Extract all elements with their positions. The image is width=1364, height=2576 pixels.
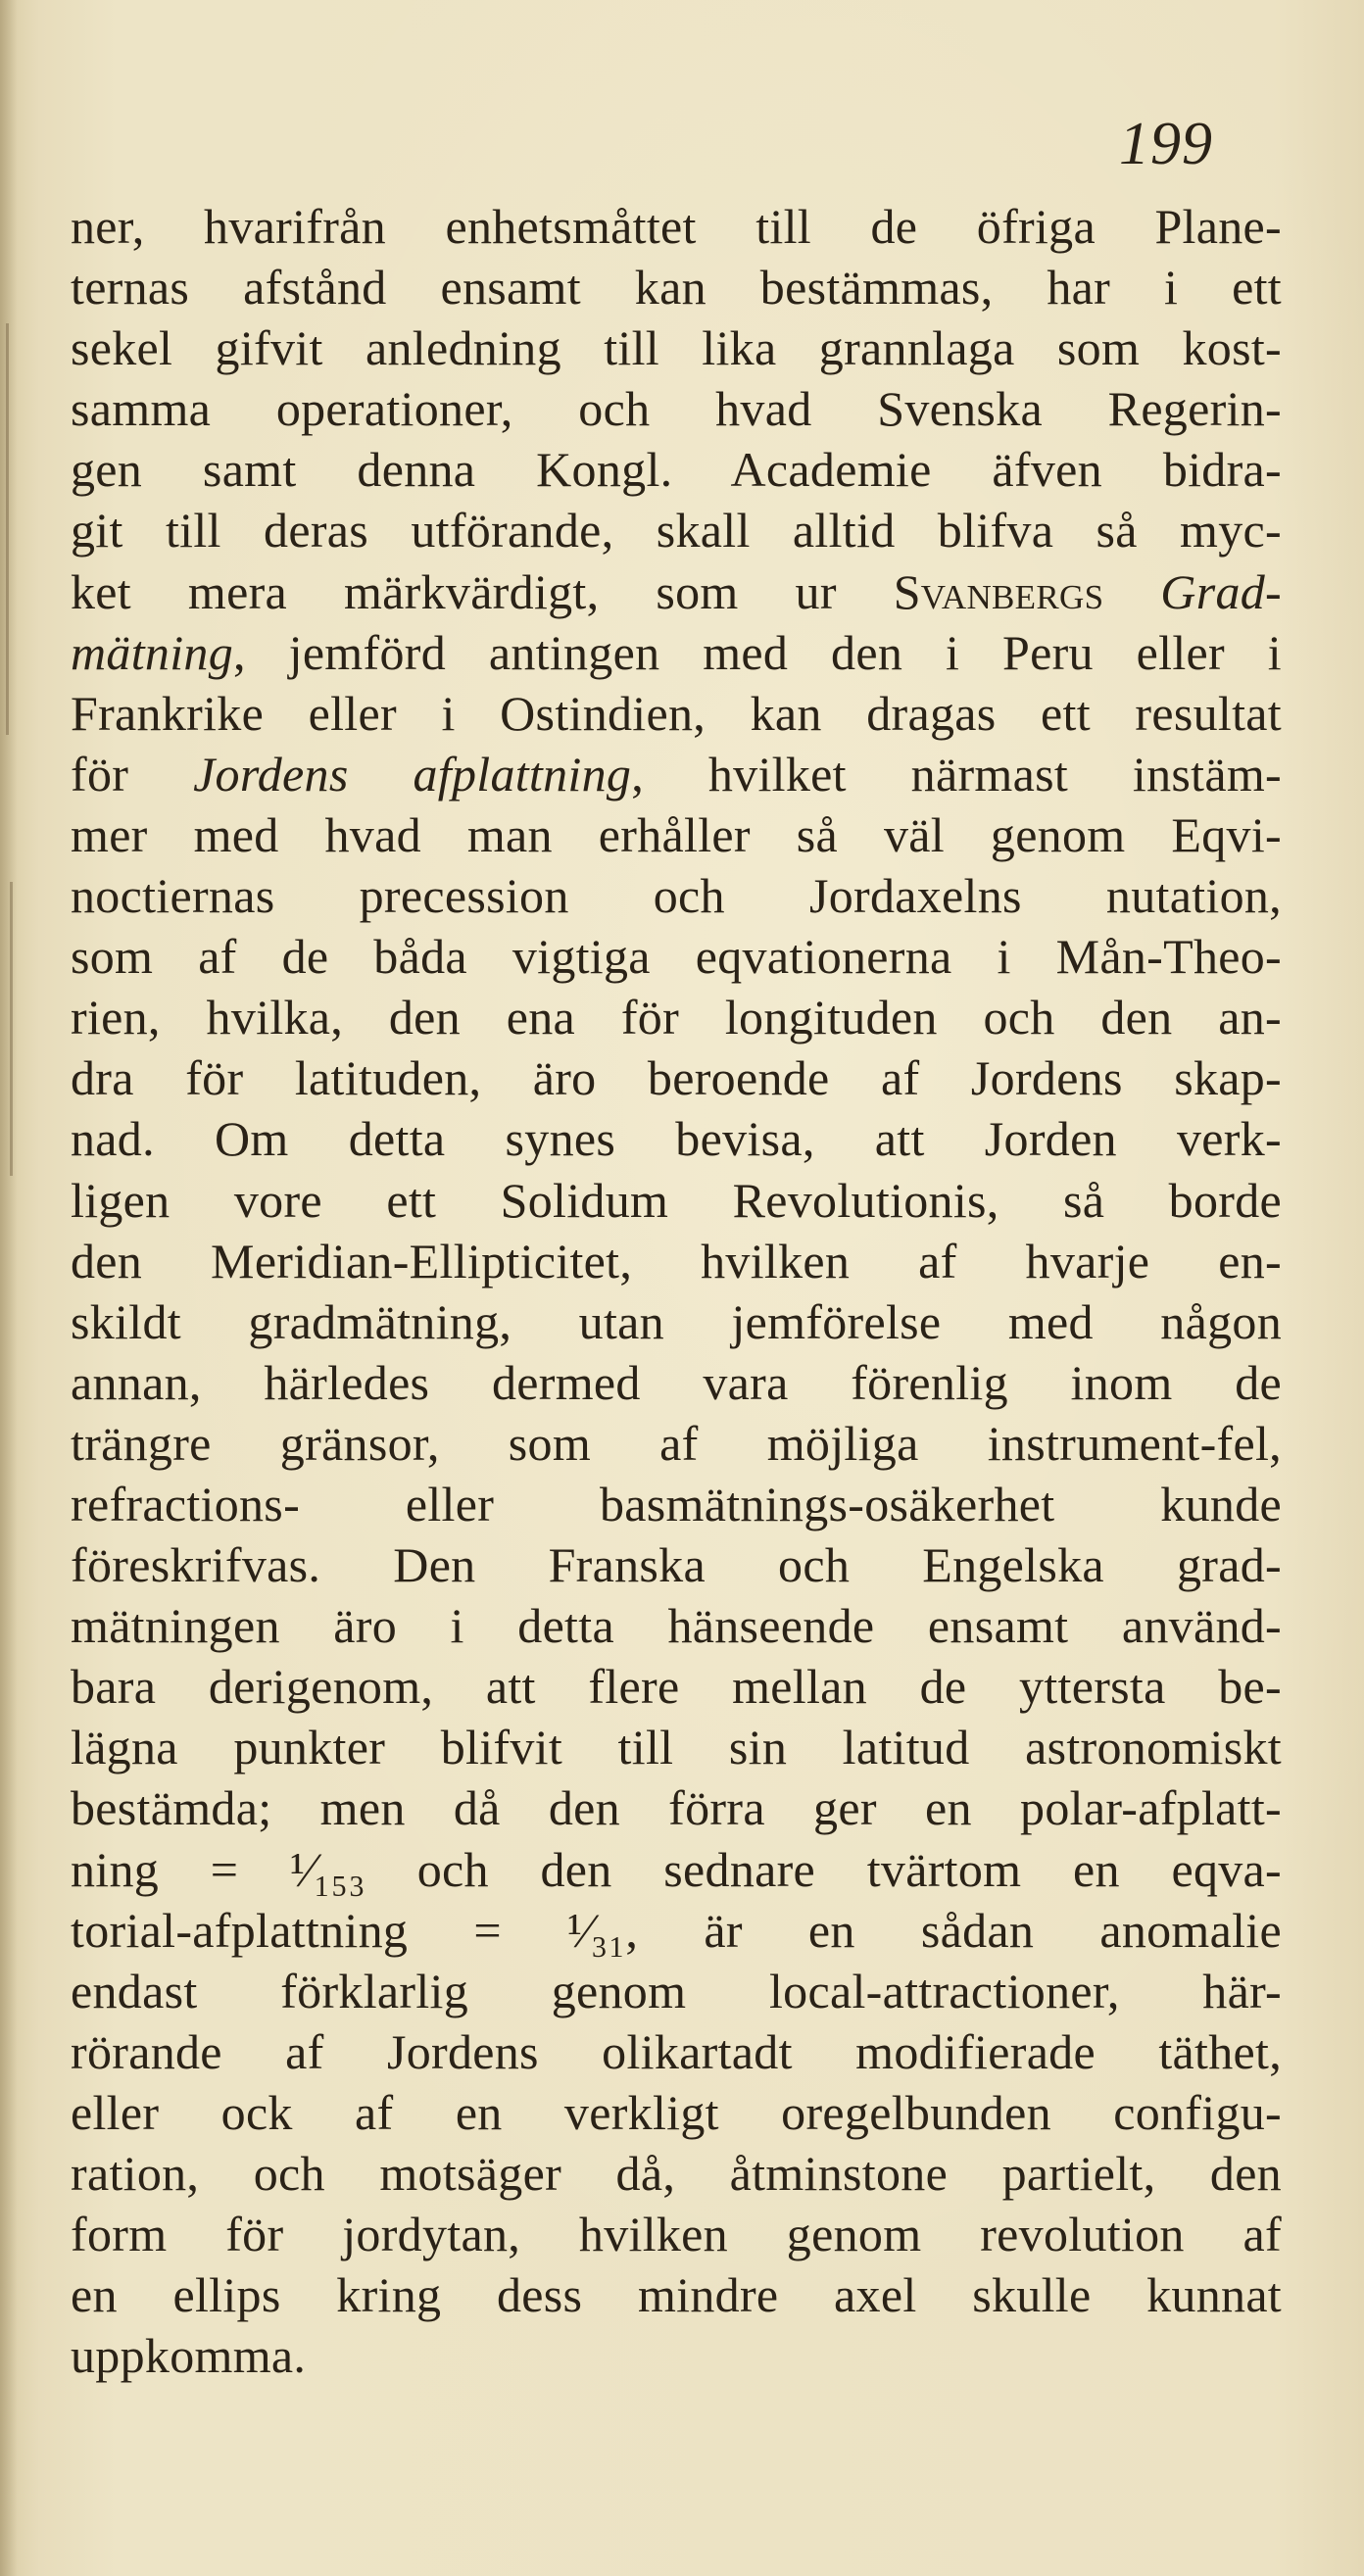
text-line: sekel gifvit anledning till lika grannlaga som kost- xyxy=(71,320,1282,376)
text-line xyxy=(71,1900,1282,1961)
text-line: som af de båda vigtiga eqvationerna i Mån-Theo- xyxy=(71,929,1282,985)
text-segment: torial-afplattning = xyxy=(71,1902,567,1958)
text-line: skildt gradmätning, utan jemförelse med någon xyxy=(71,1293,1282,1349)
text-line: git till deras utförande, skall alltid blifva så myc- xyxy=(71,503,1282,559)
text-line: gen samt denna Kongl. Academie äfven bidra- xyxy=(71,442,1282,498)
text-line: trängre gränsor, som af möjliga instrument-fel, xyxy=(71,1415,1282,1471)
text-line xyxy=(71,744,1282,804)
fraction: ¹⁄₁₅₃ xyxy=(289,1841,366,1897)
text-line xyxy=(71,1839,1282,1900)
text-line: bestämda; men då den förra ger en polar-afplatt- xyxy=(71,1780,1282,1836)
gutter-shadow xyxy=(0,0,18,2576)
text-line: uppkomma. xyxy=(71,2328,307,2384)
text-line xyxy=(71,561,1282,622)
text-line: ternas afstånd ensamt kan bestämmas, har i ett xyxy=(71,260,1282,316)
text-line: refractions- eller basmätnings-osäkerhet kunde xyxy=(71,1476,1282,1531)
italic-term: Grad- xyxy=(1160,563,1282,619)
text-line: rien, hvilka, den ena för longituden och den an- xyxy=(71,990,1282,1045)
text-line: ligen vore ett Solidum Revolutionis, så borde xyxy=(71,1172,1282,1228)
text-line: ner, hvarifrån enhetsmåttet till de öfriga Plane- xyxy=(71,199,1282,254)
text-line: en ellips kring dess mindre axel skulle kunnat xyxy=(71,2267,1282,2323)
text-segment: , är en sådan anomalie xyxy=(625,1902,1282,1958)
italic-term: Jordens afplattning xyxy=(193,746,632,802)
text-segment: ning = xyxy=(71,1841,290,1897)
text-line: dra för latituden, äro beroende af Jordens skap- xyxy=(71,1050,1282,1106)
text-line: annan, härledes dermed vara förenlig inom de xyxy=(71,1354,1282,1410)
body-text xyxy=(71,196,1282,2386)
text-line: ration, och motsäger då, åtminstone partielt, den xyxy=(71,2146,1282,2201)
text-line: mätningen äro i detta hänseende ensamt använd- xyxy=(71,1598,1282,1654)
text-line: samma operationer, och hvad Svenska Regerin- xyxy=(71,381,1282,437)
text-line: mer med hvad man erhåller så väl genom Eqvi- xyxy=(71,806,1282,862)
margin-mark xyxy=(6,323,9,735)
text-segment: ket mera märkvärdigt, som ur xyxy=(71,563,894,619)
text-line: noctiernas precession och Jordaxelns nutation, xyxy=(71,868,1282,924)
text-line: lägna punkter blifvit till sin latitud astronomiskt xyxy=(71,1720,1282,1775)
text-line: bara derigenom, att flere mellan de yttersta be- xyxy=(71,1659,1282,1715)
text-line xyxy=(71,622,1282,683)
author-name: Svanbergs xyxy=(893,563,1104,619)
text-segment: och den sednare tvärtom en eqva- xyxy=(365,1841,1282,1897)
text-line: föreskrifvas. Den Franska och Engelska grad- xyxy=(71,1537,1282,1593)
text-line: Frankrike eller i Ostindien, kan dragas ett resultat xyxy=(71,685,1282,741)
fraction: ¹⁄₃₁ xyxy=(566,1902,626,1958)
text-line: nad. Om detta synes bevisa, att Jorden verk- xyxy=(71,1111,1282,1167)
text-line: endast förklarlig genom local-attractioner, här- xyxy=(71,1963,1282,2018)
text-line: eller ock af en verkligt oregelbunden configu- xyxy=(71,2084,1282,2140)
italic-term: mätning xyxy=(71,624,233,680)
text-line: rörande af Jordens olikartadt modifierade täthet, xyxy=(71,2023,1282,2079)
text-line: form för jordytan, hvilken genom revolution af xyxy=(71,2207,1282,2262)
margin-mark xyxy=(10,882,13,1176)
text-segment: , hvilket närmast instäm- xyxy=(631,746,1282,802)
text-segment: för xyxy=(71,746,194,802)
text-segment: , jemförd antingen med den i Peru eller i xyxy=(233,624,1282,680)
text-line: den Meridian-Ellipticitet, hvilken af hvarje en- xyxy=(71,1233,1282,1288)
page-number: 199 xyxy=(1119,111,1213,177)
